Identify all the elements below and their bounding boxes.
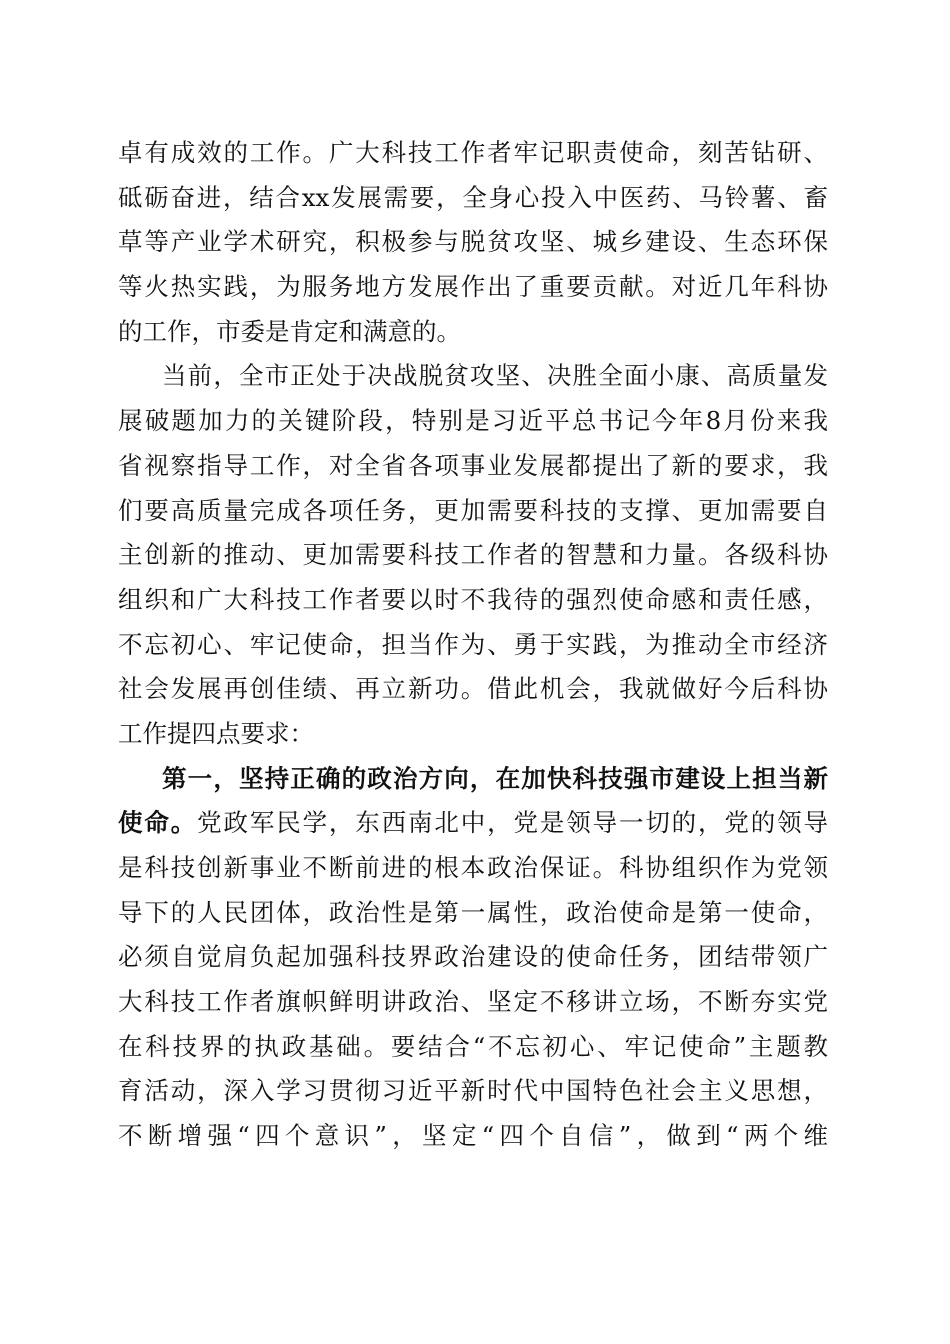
text-line: 组织和广大科技工作者要以时不我待的强烈使命感和责任感， [118, 584, 828, 614]
text-line: 不忘初心、牢记使命，担当作为、勇于实践，为推动全市经济 [118, 629, 828, 659]
text-line: 是科技创新事业不断前进的根本政治保证。科协组织作为党领 [118, 853, 828, 882]
text-line: 卓有成效的工作。广大科技工作者牢记职责使命，刻苦钻研、 [118, 138, 828, 167]
section-heading-end: 使命。 [118, 808, 198, 838]
paragraph-1 [118, 131, 828, 354]
text-line: 砥砺奋进，结合xx发展需要，全身心投入中医药、马铃薯、畜 [118, 182, 828, 212]
text-line: 省视察指导工作，对全省各项事业发展都提出了新的要求，我 [118, 450, 828, 480]
text-line: 必须自觉肩负起加强科技界政治建设的使命任务，团结带领广 [118, 942, 828, 972]
text-line: 社会发展再创佳绩、再立新功。借此机会，我就做好今后科协 [118, 674, 828, 704]
text-line: 在科技界的执政基础。要结合“不忘初心、牢记使命”主题教 [118, 1031, 828, 1061]
text-line: 等火热实践，为服务地方发展作出了重要贡献。对近几年科协 [118, 272, 828, 302]
text-line: 们要高质量完成各项任务，更加需要科技的支撑、更加需要自 [118, 495, 828, 525]
document-body [118, 131, 828, 1159]
text-line: 展破题加力的关键阶段，特别是习近平总书记今年8月份来我 [118, 406, 828, 436]
text-line: 大科技工作者旗帜鲜明讲政治、坚定不移讲立场，不断夯实党 [118, 987, 828, 1017]
text-line [118, 801, 828, 846]
paragraph-2 [118, 354, 828, 756]
text-line: 的工作，市委是肯定和满意的。 [118, 316, 461, 346]
text-line: 草等产业学术研究，积极参与脱贫攻坚、城乡建设、生态环保 [118, 227, 828, 257]
section-text-start: 党政军民学，东西南北中，党是领导一切的，党的领导 [197, 808, 829, 838]
text-line: 导下的人民团体，政治性是第一属性，政治使命是第一使命， [118, 897, 828, 927]
section-heading-line: 第一，坚持正确的政治方向，在加快科技强市建设上担当新 [162, 763, 828, 793]
text-line: 育活动，深入学习贯彻习近平新时代中国特色社会主义思想， [118, 1076, 828, 1106]
text-line: 当前，全市正处于决战脱贫攻坚、决胜全面小康、高质量发 [162, 361, 828, 391]
text-line: 不断增强“四个意识”，坚定“四个自信”，做到“两个维 [118, 1121, 828, 1151]
text-line: 工作提四点要求： [118, 718, 314, 748]
paragraph-3 [118, 757, 828, 1159]
text-line: 主创新的推动、更加需要科技工作者的智慧和力量。各级科协 [118, 540, 828, 570]
